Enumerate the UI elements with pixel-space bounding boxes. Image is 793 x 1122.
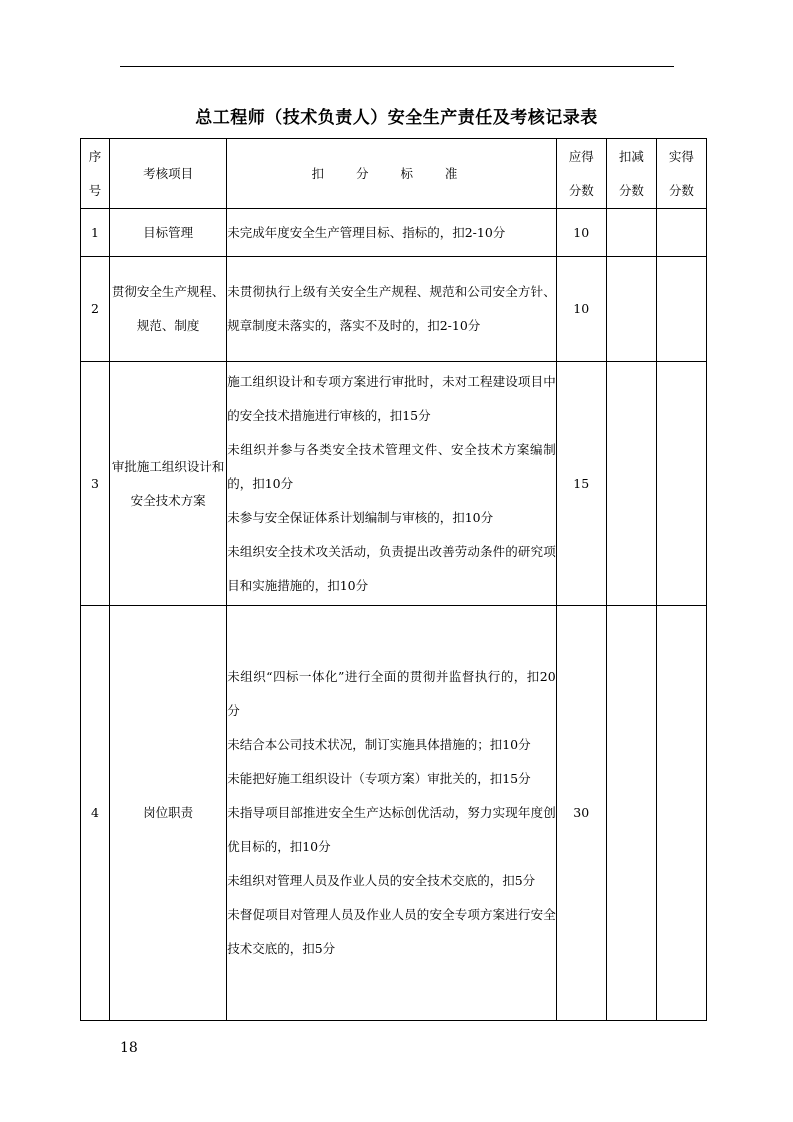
table-row — [81, 606, 707, 1021]
criteria-line: 未组织安全技术攻关活动，负责提出改善劳动条件的研究项目和实施措施的，扣10分 — [227, 543, 556, 593]
row-item: 目标管理 — [110, 209, 227, 257]
criteria-line: 未组织对管理人员及作业人员的安全技术交底的，扣5分 — [227, 873, 536, 888]
row-criteria — [227, 362, 557, 606]
table-row — [81, 257, 707, 362]
header-score — [556, 139, 606, 209]
table-row — [81, 209, 707, 257]
document-title: 总工程师（技术负责人）安全生产责任及考核记录表 — [195, 108, 598, 128]
criteria-line: 未指导项目部推进安全生产达标创优活动，努力实现年度创优目标的，扣10分 — [227, 805, 556, 854]
header-actual-line: 分数 — [668, 182, 694, 198]
criteria-line: 施工组织设计和专项方案进行审批时，未对工程建设项目中的安全技术措施进行审核的，扣15分 — [227, 373, 556, 423]
header-actual-line: 实得 — [668, 148, 694, 164]
assessment-table — [80, 138, 707, 1021]
row-actual[interactable] — [656, 209, 706, 257]
row-seq: 4 — [81, 606, 110, 1021]
table-header-row — [81, 139, 707, 209]
header-seq-line: 序 — [88, 148, 102, 164]
row-score: 15 — [556, 362, 606, 606]
header-deduct-line: 扣减 — [618, 148, 644, 164]
row-criteria — [227, 209, 557, 257]
criteria-line: 未参与安全保证体系计划编制与审核的，扣10分 — [227, 509, 494, 525]
row-deduct[interactable] — [606, 362, 656, 606]
header-score-line: 分数 — [568, 182, 594, 198]
row-score: 30 — [556, 606, 606, 1021]
header-actual — [656, 139, 706, 209]
header-item: 考核项目 — [110, 139, 227, 209]
row-criteria — [227, 606, 557, 1021]
row-item: 审批施工组织设计和安全技术方案 — [110, 362, 227, 606]
row-score: 10 — [556, 209, 606, 257]
header-rule — [120, 66, 674, 67]
row-actual[interactable] — [656, 606, 706, 1021]
row-seq: 3 — [81, 362, 110, 606]
header-criteria: 扣 分 标 准 — [227, 139, 557, 209]
header-deduct-line: 分数 — [618, 182, 644, 198]
header-seq — [81, 139, 110, 209]
header-deduct — [606, 139, 656, 209]
row-actual[interactable] — [656, 257, 706, 362]
header-seq-line: 号 — [88, 182, 102, 198]
table-row — [81, 362, 707, 606]
row-seq: 1 — [81, 209, 110, 257]
criteria-line: 未组织“四标一体化”进行全面的贯彻并监督执行的，扣20分 — [227, 669, 556, 718]
row-criteria — [227, 257, 557, 362]
criteria-line: 未能把好施工组织设计（专项方案）审批关的，扣15分 — [227, 771, 531, 786]
criteria-line: 未结合本公司技术状况，制订实施具体措施的；扣10分 — [227, 737, 531, 752]
row-deduct[interactable] — [606, 209, 656, 257]
row-deduct[interactable] — [606, 606, 656, 1021]
row-score: 10 — [556, 257, 606, 362]
criteria-line: 未完成年度安全生产管理目标、指标的，扣2-10分 — [227, 224, 506, 240]
row-deduct[interactable] — [606, 257, 656, 362]
row-item: 贯彻安全生产规程、规范、制度 — [110, 257, 227, 362]
criteria-line: 未组织并参与各类安全技术管理文件、安全技术方案编制的，扣10分 — [227, 441, 556, 491]
criteria-line: 未贯彻执行上级有关安全生产规程、规范和公司安全方针、规章制度未落实的，落实不及时的，扣2-10分 — [227, 284, 556, 333]
row-actual[interactable] — [656, 362, 706, 606]
criteria-line: 未督促项目对管理人员及作业人员的安全专项方案进行安全技术交底的，扣5分 — [227, 907, 556, 956]
row-seq: 2 — [81, 257, 110, 362]
page-number: 18 — [120, 1040, 138, 1056]
header-score-line: 应得 — [568, 148, 594, 164]
row-item: 岗位职责 — [110, 606, 227, 1021]
